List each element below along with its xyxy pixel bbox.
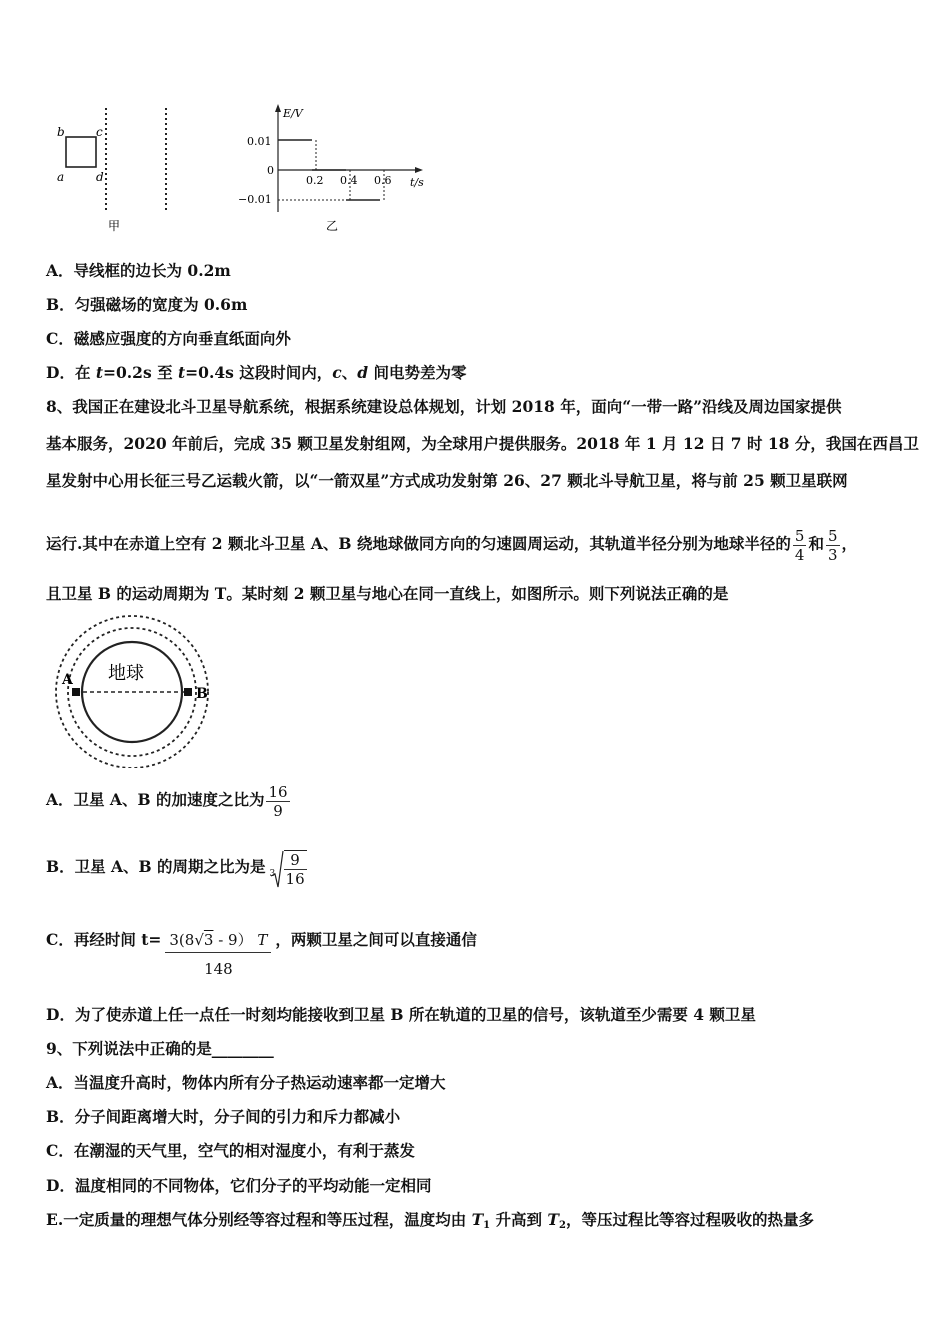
q8-line-3: 星发射中心用长征三号乙运载火箭，以“一箭双星”方式成功发射第 26、27 颗北斗导航卫星，将与前 25 颗卫星联网 — [46, 471, 848, 490]
satellite-a-dot — [72, 688, 80, 696]
fraction-denominator: 4 — [794, 545, 805, 564]
num-period: T — [257, 931, 268, 949]
q7-d-text: =0.4s 这段时间内， — [185, 363, 333, 382]
origin-label: 0 — [267, 164, 274, 177]
label-c: c — [96, 125, 103, 139]
q8-line-2: 基本服务，2020 年前后，完成 35 颗卫星发射组网，为全球用户提供服务。2018 年 1 月 12 日 7 时 18 分，我国在西昌卫 — [46, 434, 919, 453]
q7-d-t1: t — [95, 363, 104, 382]
q7-option-a: A．导线框的边长为 0.2m — [46, 261, 231, 280]
q7-d-sep: 、 — [341, 363, 358, 382]
fraction-denominator: 3 — [827, 545, 838, 564]
q8-option-b — [46, 845, 307, 890]
label-a: a — [57, 170, 65, 184]
q8-option-a — [46, 778, 292, 822]
fraction-numerator: 5 — [827, 526, 838, 545]
figure-jia — [50, 100, 190, 240]
q9-e-sub2: 2 — [558, 1220, 566, 1231]
fraction-numerator: 16 — [268, 782, 288, 801]
fraction-denominator: 16 — [285, 870, 305, 888]
caption-yi: 乙 — [326, 219, 339, 233]
q9-e-sub1: 1 — [483, 1220, 491, 1231]
q8-line-4-text: 运行.其中在赤道上空有 2 颗北斗卫星 A、B 绕地球做同方向的匀速圆周运动，其轨道半径分别为地球半径的 — [46, 534, 791, 553]
fraction-numerator: 5 — [794, 526, 805, 545]
q8-line-1: 8、我国正在建设北斗卫星导航系统，根据系统建设总体规划，计划 2018 年，面向“一带一路”沿线及周边国家提供 — [46, 397, 842, 416]
fraction-16-9 — [266, 783, 289, 820]
q9-option-b: B．分子间距离增大时，分子间的引力和斥力都减小 — [46, 1107, 401, 1126]
q8-option-c — [46, 930, 477, 979]
x-tick-label-0.6: 0.6 — [374, 174, 392, 187]
y-tick-label-neg: −0.01 — [238, 193, 272, 206]
q8-option-c-text: ，两颗卫星之间可以直接通信 — [275, 930, 477, 949]
fraction-9-16 — [284, 850, 307, 888]
q8-comma: ， — [841, 534, 858, 553]
satellite-b-dot — [184, 688, 192, 696]
q7-d-t2: t — [178, 363, 186, 382]
x-tick-label-0.2: 0.2 — [306, 174, 324, 187]
y-axis-arrow — [275, 104, 281, 112]
satellite-orbit-figure — [44, 612, 220, 768]
q9-stem: 9、下列说法中正确的是________ — [46, 1039, 274, 1058]
fraction-numerator — [165, 930, 271, 953]
fraction-numerator: 9 — [284, 851, 307, 870]
caption-jia: 甲 — [108, 219, 121, 233]
q7-d-text: D．在 — [46, 363, 96, 382]
q9-option-e — [46, 1210, 814, 1236]
time-fraction — [165, 930, 271, 979]
q7-option-b: B．匀强磁场的宽度为 0.6m — [46, 295, 248, 314]
q7-d-text: =0.2s 至 — [103, 363, 178, 382]
q8-line-4 — [46, 522, 857, 566]
fraction-denominator: 148 — [204, 960, 233, 978]
wire-frame-square — [66, 137, 96, 167]
q9-e-text: E.一定质量的理想气体分别经等容过程和等压过程，温度均由 — [46, 1210, 472, 1229]
label-d: d — [96, 170, 104, 184]
earth-label: 地球 — [108, 663, 144, 684]
q9-option-a: A．当温度升高时，物体内所有分子热运动速率都一定增大 — [46, 1073, 446, 1092]
q7-option-d — [46, 363, 466, 383]
q8-option-c-text: C．再经时间 t= — [46, 930, 162, 949]
num-part: - 9） — [213, 931, 253, 949]
num-part: 3(8 — [169, 931, 195, 949]
x-tick-label-0.4: 0.4 — [340, 174, 358, 187]
fraction-denominator: 9 — [273, 801, 283, 820]
q7-d-c: c — [332, 363, 342, 382]
satellite-a-label: A — [62, 672, 73, 688]
q8-line-5: 且卫星 B 的运动周期为 T。某时刻 2 颗卫星与地心在同一直线上，如图所示。则下列说法正确的是 — [46, 584, 729, 603]
y-tick-label-pos: 0.01 — [247, 135, 272, 148]
q8-and: 和 — [808, 534, 824, 553]
q7-option-c: C．磁感应强度的方向垂直纸面向外 — [46, 329, 291, 348]
label-b: b — [57, 125, 65, 139]
x-axis-arrow — [415, 167, 423, 173]
cube-root-expression — [270, 846, 307, 890]
num-root: 3 — [203, 931, 214, 949]
q8-option-b-text: B．卫星 A、B 的周期之比为是 — [46, 857, 266, 876]
q8-option-d: D．为了使赤道上任一点任一时刻均能接收到卫星 B 所在轨道的卫星的信号，该轨道至少需要 4 颗卫星 — [46, 1005, 756, 1024]
sqrt-symbol-icon: √ — [194, 931, 204, 949]
q9-option-d: D．温度相同的不同物体，它们分子的平均动能一定相同 — [46, 1176, 432, 1195]
q9-e-text: 升高到 — [490, 1210, 548, 1229]
q9-e-t1: T — [471, 1210, 484, 1229]
fraction-5-4 — [793, 527, 807, 564]
q9-option-c: C．在潮湿的天气里，空气的相对湿度小，有利于蒸发 — [46, 1141, 415, 1160]
x-axis-label: t/s — [410, 176, 424, 189]
q7-d-text: 间电势差为零 — [368, 363, 467, 382]
y-axis-label: E/V — [283, 107, 303, 120]
q9-e-t2: T — [547, 1210, 559, 1229]
figure-yi-chart — [230, 100, 440, 240]
q9-e-text: ，等压过程比等容过程吸收的热量多 — [565, 1210, 814, 1229]
fraction-5-3 — [826, 527, 840, 564]
q7-d-d: d — [357, 363, 369, 382]
q8-option-a-text: A．卫星 A、B 的加速度之比为 — [46, 790, 265, 809]
satellite-b-label: B — [196, 686, 208, 702]
root-index: 3 — [269, 869, 276, 879]
